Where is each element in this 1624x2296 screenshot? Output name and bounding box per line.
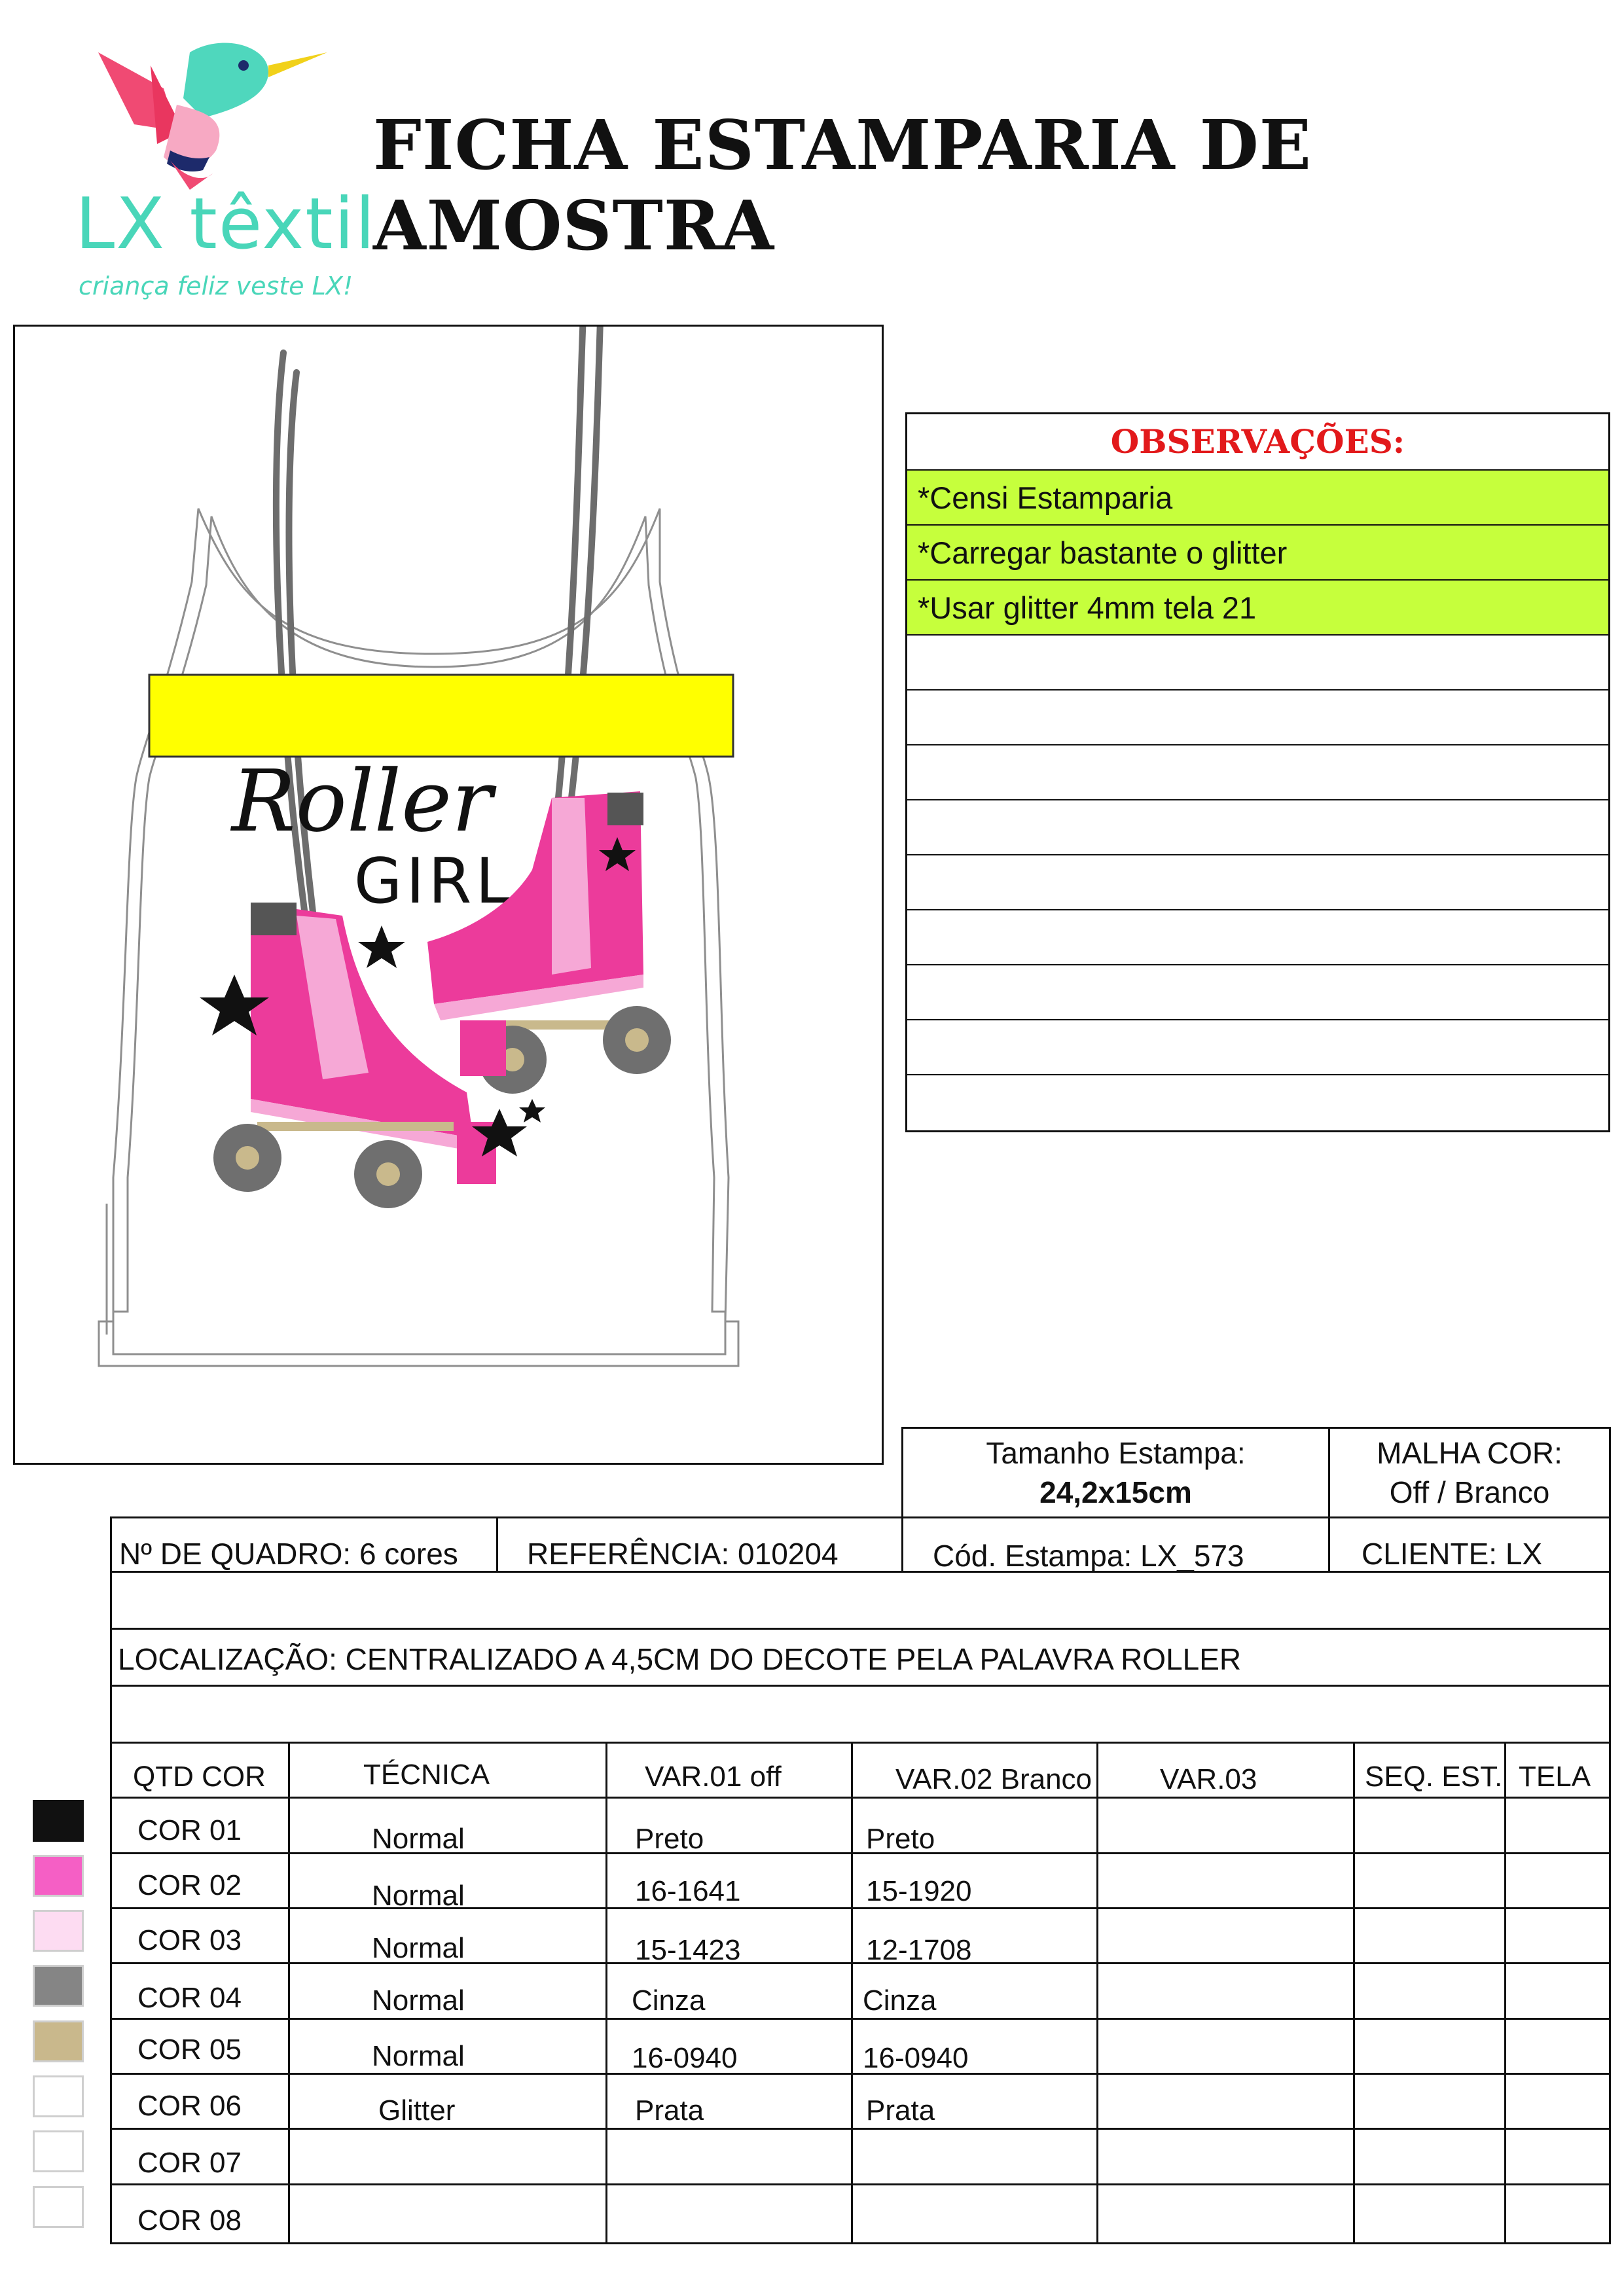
var01-value: Preto — [635, 1823, 704, 1855]
var02-value: 16-0940 — [863, 2042, 969, 2074]
observations-header: OBSERVAÇÕES: — [907, 414, 1608, 471]
var01-value: 15-1423 — [635, 1934, 741, 1966]
cor-label: COR 04 — [137, 1982, 242, 2014]
var02-value: 12-1708 — [866, 1934, 972, 1966]
print-code: Cód. Estampa: LX_573 — [933, 1539, 1244, 1573]
color-swatch — [33, 2186, 84, 2228]
var01-value: Prata — [635, 2094, 704, 2126]
frames-count: Nº DE QUADRO: 6 cores — [119, 1537, 458, 1571]
header-qtd-cor: QTD COR — [133, 1761, 266, 1793]
var01-value: Cinza — [632, 1984, 706, 2017]
tecnica-value: Normal — [372, 2040, 465, 2072]
print-size-box — [901, 1427, 1330, 1518]
cor-label: COR 05 — [137, 2034, 242, 2066]
cor-label: COR 01 — [137, 1814, 242, 1846]
fabric-color-label: MALHA COR: — [1377, 1436, 1562, 1470]
tank-top-illustration — [15, 327, 882, 1463]
var02-value: Prata — [866, 2094, 935, 2126]
color-swatch — [33, 1800, 84, 1842]
header-var01: VAR.01 off — [645, 1761, 782, 1793]
header-seq-est: SEQ. EST. — [1365, 1761, 1503, 1793]
location: LOCALIZAÇÃO: CENTRALIZADO A 4,5CM DO DECOTE PELA PALAVRA ROLLER — [118, 1642, 1242, 1676]
observation-row — [907, 745, 1608, 800]
observation-row — [907, 691, 1608, 745]
color-swatch — [33, 1910, 84, 1952]
observation-row — [907, 636, 1608, 691]
color-swatch — [33, 2075, 84, 2117]
fabric-color-box — [1328, 1427, 1611, 1518]
cor-label: COR 06 — [137, 2090, 242, 2122]
spec-table — [110, 1516, 1611, 2244]
hummingbird-icon — [72, 26, 353, 190]
brand-tagline: criança feliz veste LX! — [79, 272, 353, 300]
observation-row — [907, 965, 1608, 1020]
header-tela: TELA — [1519, 1761, 1591, 1793]
observation-row: *Censi Estamparia — [907, 471, 1608, 526]
highlight-bar — [149, 675, 733, 757]
garment-artwork-frame — [13, 325, 884, 1465]
observation-row — [907, 800, 1608, 855]
observation-row: *Carregar bastante o glitter — [907, 526, 1608, 581]
observation-row — [907, 910, 1608, 965]
color-swatch — [33, 2130, 84, 2172]
logo — [72, 26, 353, 314]
var01-value: 16-0940 — [632, 2042, 738, 2074]
print-size-value: 24,2x15cm — [1039, 1475, 1192, 1509]
cor-label: COR 03 — [137, 1924, 242, 1956]
brand-name: LX têxtil — [75, 183, 376, 265]
var01-value: 16-1641 — [635, 1875, 741, 1907]
fabric-color-value: Off / Branco — [1389, 1475, 1550, 1509]
print-size-label: Tamanho Estampa: — [986, 1436, 1246, 1470]
client: CLIENTE: LX — [1362, 1537, 1543, 1571]
reference: REFERÊNCIA: 010204 — [527, 1537, 839, 1571]
tecnica-value: Normal — [372, 1823, 465, 1855]
cor-label: COR 02 — [137, 1869, 242, 1901]
cor-label: COR 08 — [137, 2204, 242, 2236]
header-var02: VAR.02 Branco — [895, 1763, 1092, 1795]
header-var03: VAR.03 — [1160, 1763, 1257, 1795]
observations-table — [905, 412, 1610, 1132]
color-swatch — [33, 1965, 84, 2007]
var02-value: 15-1920 — [866, 1875, 972, 1907]
color-swatch — [33, 1855, 84, 1897]
observation-row — [907, 1020, 1608, 1075]
tecnica-value: Glitter — [378, 2094, 456, 2126]
cor-label: COR 07 — [137, 2147, 242, 2179]
color-swatch — [33, 2020, 84, 2062]
observation-row: *Usar glitter 4mm tela 21 — [907, 581, 1608, 636]
tecnica-value: Normal — [372, 1984, 465, 2017]
tecnica-value: Normal — [372, 1932, 465, 1964]
page-title: FICHA ESTAMPARIA DE AMOSTRA — [373, 105, 1312, 266]
header-tecnica: TÉCNICA — [363, 1759, 490, 1791]
print-subtitle-text: GIRL — [353, 846, 514, 918]
var02-value: Cinza — [863, 1984, 937, 2017]
tecnica-value: Normal — [372, 1880, 465, 1912]
print-title-text: Roller — [231, 751, 493, 851]
observation-row — [907, 1075, 1608, 1130]
observation-row — [907, 855, 1608, 910]
var02-value: Preto — [866, 1823, 935, 1855]
